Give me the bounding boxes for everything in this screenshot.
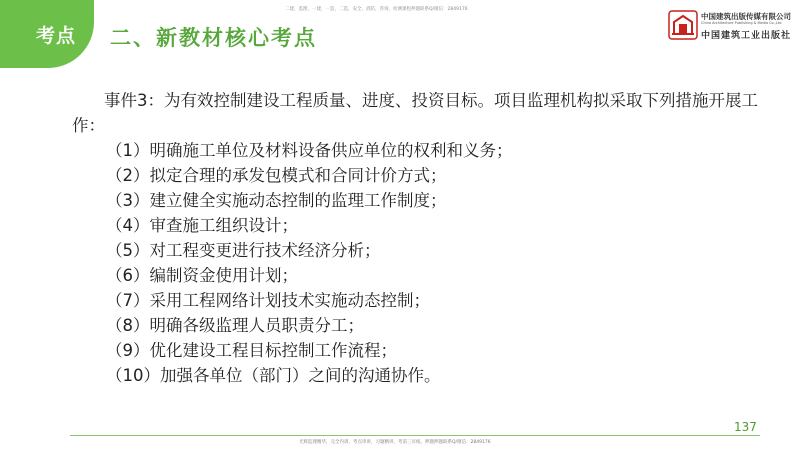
list-item: （5）对工程变更进行技术经济分析； [106,241,381,260]
publisher-logo-block [668,8,796,42]
topic-badge-label: 考点 [35,24,76,47]
list-item: （3）建立健全实施动态控制的监理工作制度； [106,191,447,210]
list-item: （9）优化建设工程目标控制工作流程； [106,341,397,360]
bottom-contact-note: 光辉监理精华，完全内训，考点串讲，习题精讲，考前三页纸，押题押题联系Q/微信：2849176 [299,440,491,445]
slide-body [72,88,762,388]
publisher-name-stylized: 中国建筑工业出版社 [701,31,792,41]
page-number: 137 [734,420,757,434]
measures-list [72,138,762,388]
publisher-name-en: China Architecture Publishing & Media Co.,Ltd [701,21,782,25]
list-item: （1）明确施工单位及材料设备供应单位的权利和义务； [106,141,513,160]
footer-divider [70,435,760,436]
list-item: （7）采用工程网络计划技术实施动态控制； [106,291,430,310]
list-item: （4）审查施工组织设计； [106,216,298,235]
list-item: （6）编制资金使用计划； [106,266,298,285]
list-item: （10）加强各单位（部门）之间的沟通协作。 [106,366,441,385]
list-item: （2）拟定合理的承发包模式和合同计价方式； [106,166,447,185]
list-item: （8）明确各级监理人员职责分工； [106,316,364,335]
top-contact-note: 二建，监理，一建，一造，二造，安全，消防，咨询，检测课程押题联系Q/微信：2849176 [285,7,468,12]
topic-badge [0,0,94,68]
publisher-emblem-icon [668,10,698,40]
publisher-name-cn: 中国建筑出版传媒有限公司 [701,12,791,21]
section-title: 二、新教材核心考点 [110,26,317,50]
event-lead-paragraph: 事件3：为有效控制建设工程质量、进度、投资目标。项目监理机构拟采取下列措施开展工作： [72,91,758,135]
